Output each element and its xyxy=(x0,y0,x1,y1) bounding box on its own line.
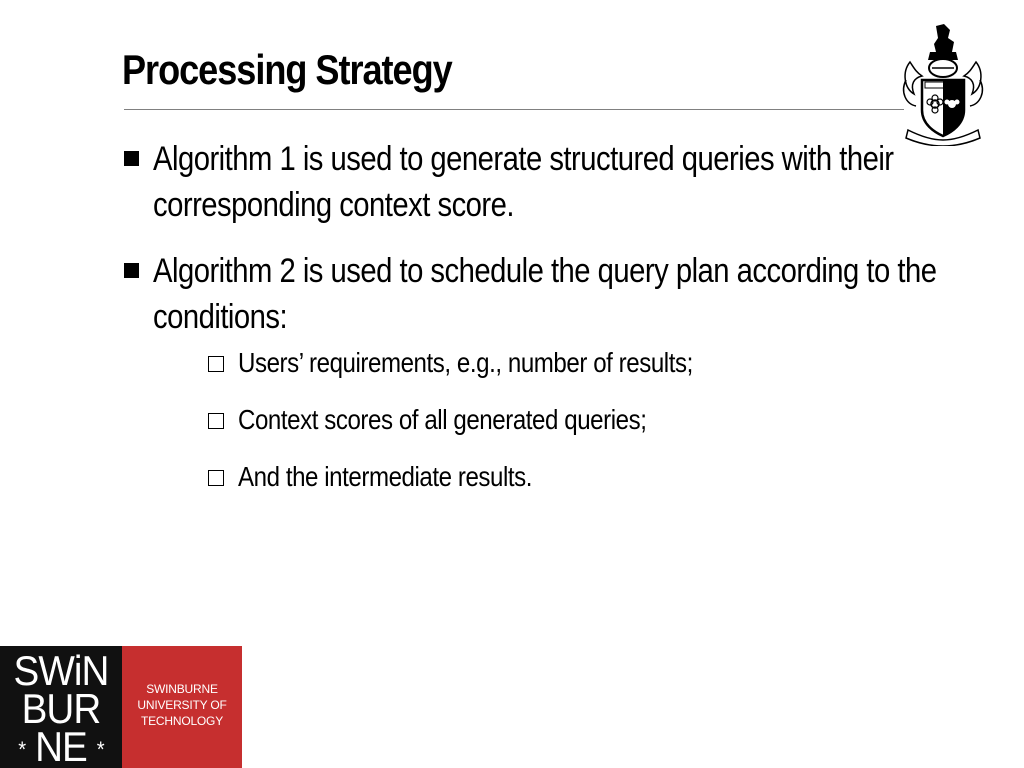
logo-wordmark-text xyxy=(122,681,242,729)
logo-mark-line-2: BUR xyxy=(21,685,101,732)
swinburne-logo-wordmark xyxy=(122,646,242,768)
hollow-square-bullet-icon xyxy=(208,413,224,429)
logo-mark-line-1: SWiN xyxy=(13,647,109,694)
sub-bullet-text: And the intermediate results. xyxy=(238,461,533,492)
logo-mark-line-3-text: NE xyxy=(35,723,87,768)
sub-bullet-item xyxy=(153,391,962,448)
star-icon: * xyxy=(96,736,104,762)
filled-square-bullet-icon xyxy=(124,151,139,166)
sub-bullet-text: Context scores of all generated queries; xyxy=(238,404,647,435)
bullet-list xyxy=(122,136,962,525)
sub-bullet-text: Users’ requirements, e.g., number of results; xyxy=(238,347,693,378)
bullet-text: Algorithm 2 is used to schedule the query plan according to the conditions: xyxy=(153,252,937,336)
slide-title: Processing Strategy xyxy=(122,46,452,93)
filled-square-bullet-icon xyxy=(124,263,139,278)
hollow-square-bullet-icon xyxy=(208,470,224,486)
sub-bullet-item xyxy=(153,334,962,391)
logo-text-line-1: SWINBURNE xyxy=(146,682,218,696)
logo-text-line-2: UNIVERSITY OF xyxy=(137,698,227,712)
bullet-item xyxy=(122,248,962,505)
title-divider xyxy=(124,109,904,110)
swinburne-logo-mark xyxy=(0,646,122,768)
sub-bullet-item xyxy=(153,448,962,505)
hollow-square-bullet-icon xyxy=(208,356,224,372)
bullet-item xyxy=(122,136,962,228)
bullet-text: Algorithm 1 is used to generate structured queries with their corresponding context score. xyxy=(153,140,894,224)
star-icon: * xyxy=(18,736,26,762)
logo-mark-line-3 xyxy=(5,723,117,768)
logo-text-line-3: TECHNOLOGY xyxy=(140,714,223,728)
sub-bullet-list xyxy=(153,334,962,505)
coat-of-arms-crest-icon xyxy=(900,22,986,146)
